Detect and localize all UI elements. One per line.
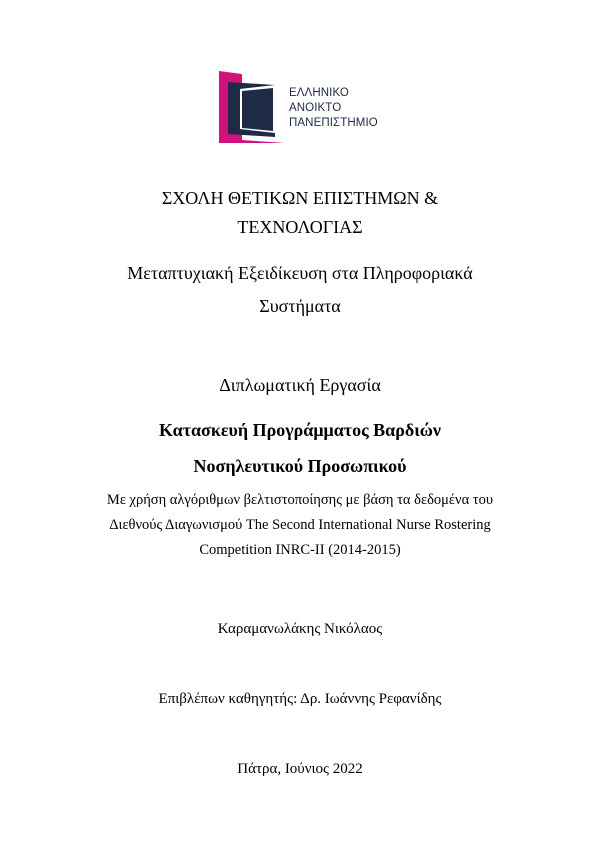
thesis-type: Διπλωματική Εργασία xyxy=(219,375,381,395)
thesis-title-line-2: Νοσηλευτικού Προσωπικού xyxy=(193,456,407,476)
place-date: Πάτρα, Ιούνιος 2022 xyxy=(237,761,363,777)
school-name-line-2: ΤΕΧΝΟΛΟΓΙΑΣ xyxy=(237,217,363,237)
university-logo xyxy=(219,71,409,143)
thesis-subtitle xyxy=(0,488,600,563)
logo-line-2: ΑΝΟΙΚΤΟ xyxy=(289,102,342,114)
specialization-line-2: Συστήματα xyxy=(259,296,341,316)
logo-line-3: ΠΑΝΕΠΙΣΤΗΜΙΟ xyxy=(289,117,378,129)
school-name-line-1: ΣΧΟΛΗ ΘΕΤΙΚΩΝ ΕΠΙΣΤΗΜΩΝ & xyxy=(161,188,439,208)
school-name xyxy=(0,184,600,242)
specialization xyxy=(0,257,600,323)
thesis-title xyxy=(0,412,600,484)
university-logo-wordmark xyxy=(289,86,378,131)
thesis-title-line-1: Κατασκευή Προγράμματος Βαρδιών xyxy=(159,420,441,440)
thesis-subtitle-line-3: Competition INRC-II (2014-2015) xyxy=(199,542,401,558)
specialization-line-1: Μεταπτυχιακή Εξειδίκευση στα Πληροφοριακά xyxy=(127,263,473,283)
author-name: Καραμανωλάκης Νικόλαος xyxy=(217,621,383,637)
supervisor: Επιβλέπων καθηγητής: Δρ. Ιωάννης Ρεφανίδης xyxy=(158,691,442,707)
thesis-subtitle-line-2: Διεθνούς Διαγωνισμού The Second International Nurse Rostering xyxy=(109,517,491,533)
university-logo-emblem xyxy=(219,71,285,143)
thesis-subtitle-line-1: Με χρήση αλγόριθμων βελτιστοποίησης με βάση τα δεδομένα του xyxy=(106,492,494,508)
logo-line-1: ΕΛΛΗΝΙΚΟ xyxy=(289,87,349,99)
